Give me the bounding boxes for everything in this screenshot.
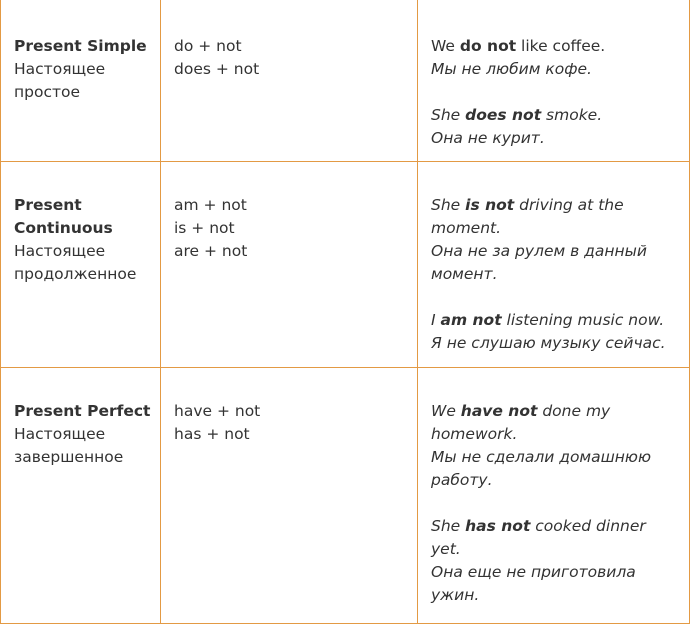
form-item: are + not (174, 242, 248, 260)
forms-cell (161, 162, 418, 368)
example-en: We do not like coffee. (431, 37, 606, 55)
form-item: am + not (174, 196, 247, 214)
example-en: We have not done my homework. (431, 402, 611, 443)
example-en: I am not listening music now. (431, 311, 665, 329)
form-item: has + not (174, 425, 250, 443)
example-ru: Мы не сделали домашнюю работу. (431, 448, 652, 489)
example-ru: Я не слушаю музыку сейчас. (431, 334, 666, 352)
form-item: is + not (174, 219, 235, 237)
tense-cell (1, 162, 161, 368)
table-row (1, 0, 690, 162)
tense-name-ru: Настоящее продолженное (14, 242, 137, 283)
tense-cell (1, 368, 161, 624)
example-en: She is not driving at the moment. (431, 196, 624, 237)
tense-name: Present Simple (14, 37, 147, 55)
example-ru: Она не курит. (431, 129, 545, 147)
examples-cell (418, 0, 690, 162)
example-en: She does not smoke. (431, 106, 603, 124)
example-ru: Она еще не приготовила ужин. (431, 563, 636, 604)
example-en: She has not cooked dinner yet. (431, 517, 646, 558)
form-item: does + not (174, 60, 260, 78)
table-row (1, 162, 690, 368)
examples-cell (418, 162, 690, 368)
tense-name-ru: Настоящее простое (14, 60, 106, 101)
forms-cell (161, 0, 418, 162)
form-item: have + not (174, 402, 261, 420)
tense-cell (1, 0, 161, 162)
examples-cell (418, 368, 690, 624)
forms-cell (161, 368, 418, 624)
table-row (1, 368, 690, 624)
form-item: do + not (174, 37, 242, 55)
example-ru: Мы не любим кофе. (431, 60, 592, 78)
tense-name: Present Perfect (14, 402, 151, 420)
example-ru: Она не за рулем в данный момент. (431, 242, 647, 283)
tense-name: Present Continuous (14, 196, 113, 237)
tense-name-ru: Настоящее завершенное (14, 425, 124, 466)
